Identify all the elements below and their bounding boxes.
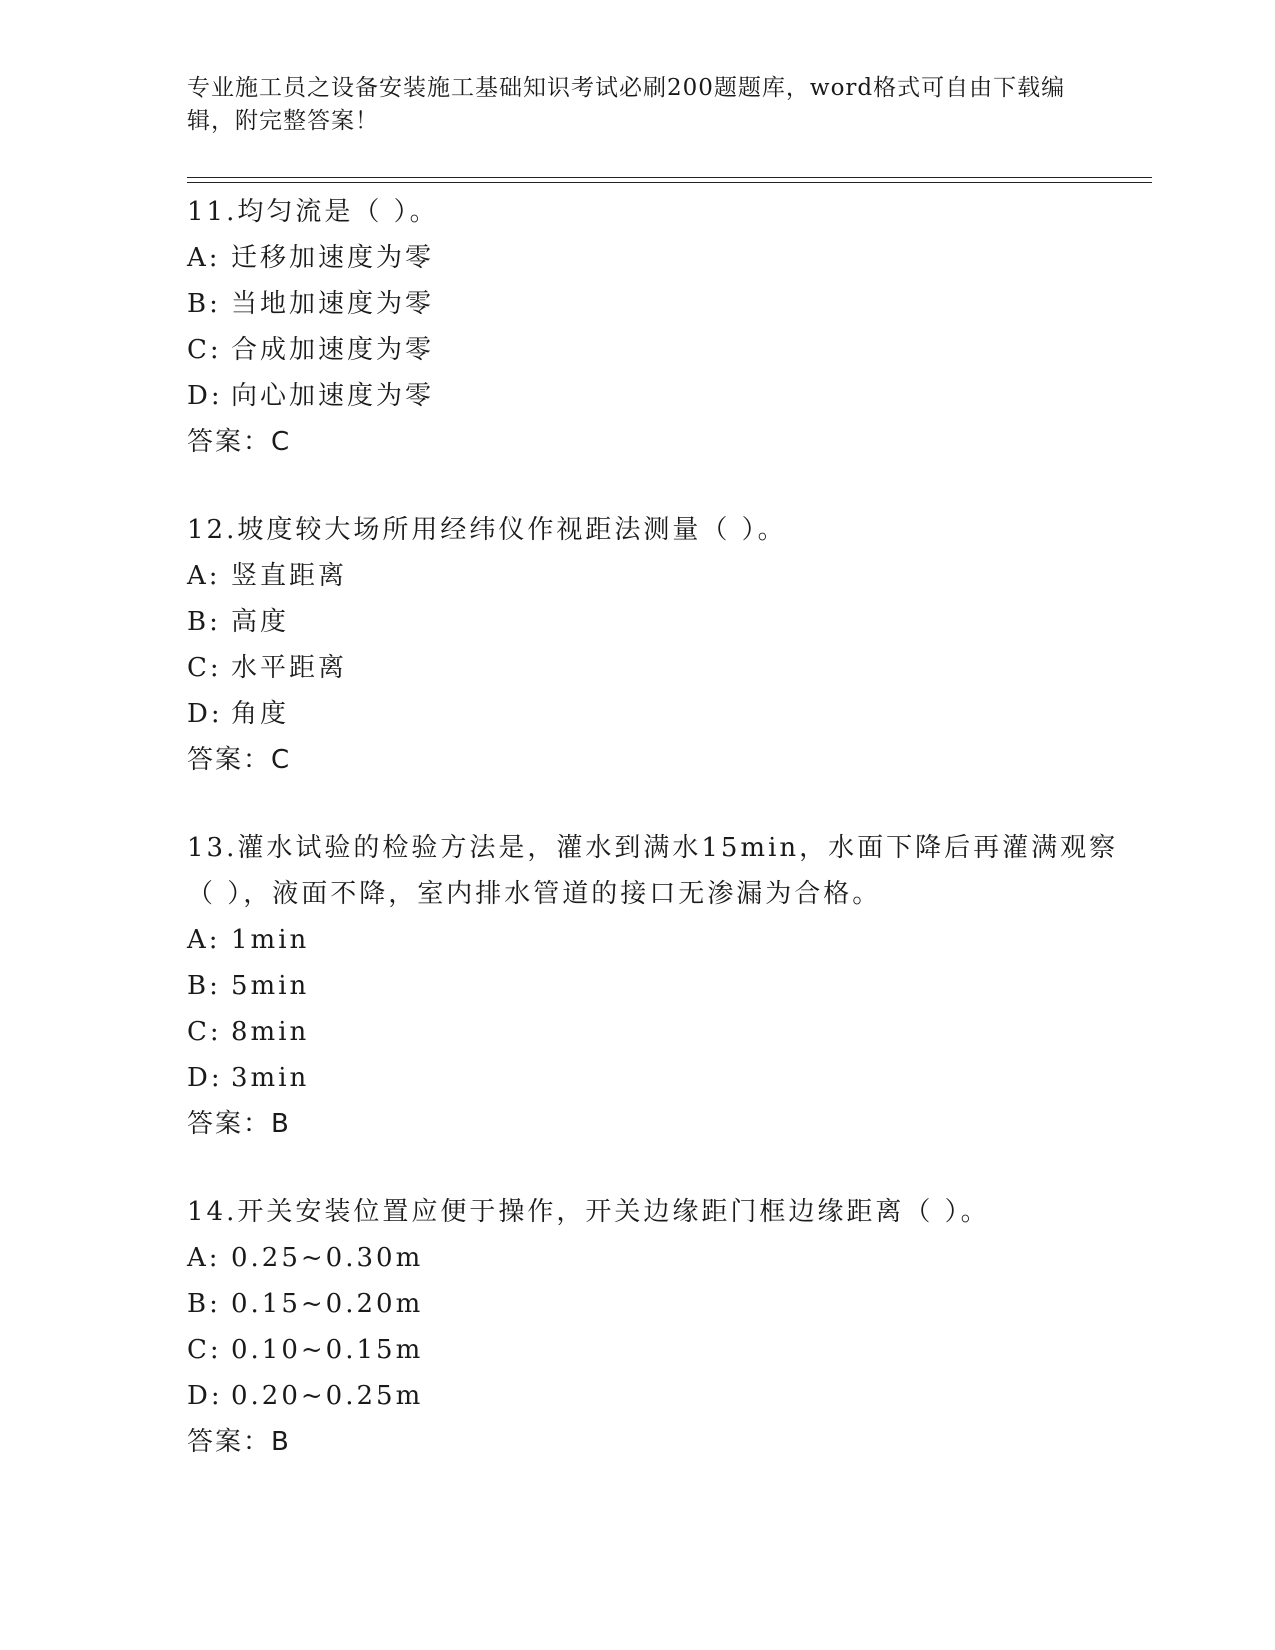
question-list — [187, 189, 1147, 1507]
question-stem: 14.开关安装位置应便于操作，开关边缘距门框边缘距离（ ）。 — [187, 1197, 990, 1227]
option-letter: D: — [187, 381, 223, 411]
option-text: 高度 — [231, 607, 290, 637]
option-text: 0.10~0.15m — [231, 1335, 424, 1365]
answer-line: 答案：C — [187, 427, 292, 457]
answer-line: 答案：C — [187, 745, 292, 775]
option-text: 3min — [231, 1063, 310, 1093]
option-b — [187, 963, 1147, 1009]
option-letter: D: — [187, 1063, 223, 1093]
option-text: 合成加速度为零 — [231, 335, 435, 365]
option-text: 迁移加速度为零 — [231, 243, 435, 273]
option-text: 8min — [231, 1017, 310, 1047]
option-d — [187, 1373, 1147, 1419]
option-text: 5min — [231, 971, 310, 1001]
option-letter: B: — [187, 971, 221, 1001]
option-letter: C: — [187, 653, 222, 683]
option-text: 角度 — [231, 699, 290, 729]
answer-line: 答案：B — [187, 1109, 291, 1139]
option-text: 0.25~0.30m — [231, 1243, 424, 1273]
option-text: 1min — [231, 925, 310, 955]
option-letter: A: — [187, 925, 221, 955]
option-letter: C: — [187, 335, 222, 365]
answer-line: 答案：B — [187, 1427, 291, 1457]
document-header: 专业施工员之设备安装施工基础知识考试必刷200题题库，word格式可自由下载编辑，附完整答案！ — [187, 75, 1066, 134]
option-c — [187, 1009, 1147, 1055]
question-13 — [187, 825, 1147, 1147]
option-a — [187, 553, 1147, 599]
option-letter: B: — [187, 289, 221, 319]
option-letter: C: — [187, 1335, 222, 1365]
question-stem: 12.坡度较大场所用经纬仪作视距法测量（ ）。 — [187, 515, 787, 545]
option-text: 当地加速度为零 — [231, 289, 435, 319]
question-stem: 13.灌水试验的检验方法是，灌水到满水15min，水面下降后再灌满观察（ ），液面不降，室内排水管道的接口无渗漏为合格。 — [187, 833, 1119, 909]
option-text: 0.15~0.20m — [231, 1289, 424, 1319]
option-letter: A: — [187, 1243, 221, 1273]
option-letter: B: — [187, 607, 221, 637]
option-b — [187, 281, 1147, 327]
question-stem: 11.均匀流是（ ）。 — [187, 197, 439, 227]
option-a — [187, 917, 1147, 963]
option-letter: A: — [187, 243, 221, 273]
option-d — [187, 373, 1147, 419]
header-divider-bottom — [187, 182, 1152, 183]
option-letter: A: — [187, 561, 221, 591]
option-letter: D: — [187, 1381, 223, 1411]
option-d — [187, 691, 1147, 737]
question-14 — [187, 1189, 1147, 1465]
header-divider-top — [187, 177, 1152, 178]
option-text: 水平距离 — [231, 653, 348, 683]
option-letter: B: — [187, 1289, 221, 1319]
option-text: 竖直距离 — [231, 561, 348, 591]
question-11 — [187, 189, 1147, 465]
option-a — [187, 1235, 1147, 1281]
option-text: 向心加速度为零 — [231, 381, 435, 411]
option-c — [187, 1327, 1147, 1373]
option-letter: D: — [187, 699, 223, 729]
option-c — [187, 327, 1147, 373]
option-text: 0.20~0.25m — [231, 1381, 424, 1411]
option-a — [187, 235, 1147, 281]
question-12 — [187, 507, 1147, 783]
option-b — [187, 1281, 1147, 1327]
option-d — [187, 1055, 1147, 1101]
option-letter: C: — [187, 1017, 222, 1047]
option-c — [187, 645, 1147, 691]
option-b — [187, 599, 1147, 645]
